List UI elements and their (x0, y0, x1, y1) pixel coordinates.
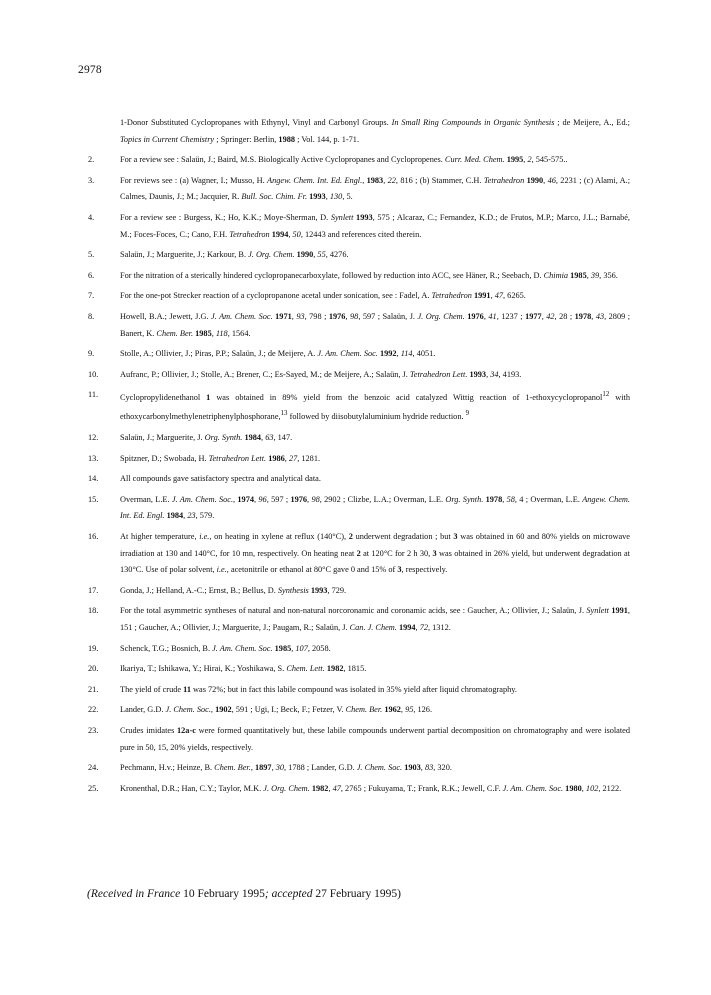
reference-number: 8. (88, 311, 95, 321)
reference-number: 3. (88, 175, 95, 185)
reference-number: 7. (88, 291, 95, 301)
reference-number: 20. (88, 664, 99, 674)
reference-item (88, 288, 630, 305)
reference-number: 23. (88, 725, 99, 735)
received-prefix: (Received in France (87, 888, 181, 900)
reference-item (88, 367, 630, 384)
reference-item (88, 603, 630, 636)
reference-number: 13. (88, 453, 99, 463)
reference-text: Ikariya, T.; Ishikawa, Y.; Hirai, K.; Yoshikawa, S. Chem. Lett. 1982, 1815. (120, 664, 367, 674)
reference-number: 12. (88, 433, 99, 443)
reference-number: 4. (88, 212, 95, 222)
reference-item (88, 781, 630, 798)
reference-text: For the nitration of a sterically hindered cyclopropanecarboxylate, followed by reduction into ACC, see Häner, R.; Seebach, D. Chimia 1985, 39, 356. (120, 270, 618, 280)
reference-text: Kronenthal, D.R.; Han, C.Y.; Taylor, M.K. J. Org. Chem. 1982, 47, 2765 ; Fukuyama, T.; Frank, R.K.; Jewell, C.F. J. Am. Chem. Soc. 1980, 102, 2122. (120, 783, 622, 793)
accepted-prefix: ; accepted (264, 888, 313, 900)
reference-text: Cyclopropylidenethanol 1 was obtained in 89% yield from the benzoic acid catalyzed Wittig reaction of 1-ethoxycyclopropanol$^{12}$ with ethoxycarbonylmethylenetriphenylphosphorane,$^{13}$ followed by diisobutylaluminium hydride reduction. $^9$ (120, 391, 631, 422)
reference-text: Schenck, T.G.; Bosnich, B. J. Am. Chem. Soc. 1985, 107, 2058. (120, 643, 331, 653)
reference-number: 18. (88, 606, 99, 616)
reference-item (88, 268, 630, 285)
reference-number: 24. (88, 763, 99, 773)
reference-text: Stolle, A.; Ollivier, J.; Piras, P.P.; Salaün, J.; de Meijere, A. J. Am. Chem. Soc. 1992, 114, 4051. (120, 349, 436, 359)
received-note (87, 888, 401, 900)
reference-text: For a review see : Burgess, K.; Ho, K.K.; Moye-Sherman, D. Synlett 1993, 575 ; Alcaraz, C.; Fernandez, K.D.; de Frutos, M.P.; Marco, J.L.; Barnabé, M.; Foces-Foces, C.; Cano, F.H. Tetrahedron 1994, 50, 12443 and references cited therein. (120, 212, 631, 239)
reference-number: 11. (88, 390, 99, 400)
reference-item (88, 760, 630, 777)
reference-item (88, 661, 630, 678)
reference-number: 17. (88, 585, 99, 595)
reference-number: 2. (88, 155, 95, 165)
reference-item (88, 387, 630, 426)
reference-item (88, 152, 630, 169)
reference-number: 19. (88, 643, 99, 653)
reference-text: Crudes imidates 12a-c were formed quantitatively but, these labile compounds underwent partial decomposition on chromatography and were isolated pure in 50, 15, 20% yields, respectively. (120, 725, 631, 752)
reference-item (88, 210, 630, 243)
reference-text: Salaün, J.; Marguerite, J.; Karkour, B. J. Org. Chem. 1990, 55, 4276. (120, 250, 349, 260)
reference-text: For the one-pot Strecker reaction of a cyclopropanone acetal under sonication, see : Fadel, A. Tetrahedron 1991, 47, 6265. (120, 291, 526, 301)
reference-number: 16. (88, 532, 99, 541)
page-number: 2978 (78, 64, 102, 76)
reference-text: For a review see : Salaün, J.; Baird, M.S. Biologically Active Cyclopropanes and Cyclopropenes. Curr. Med. Chem. 1995, 2, 545-575.. (120, 155, 568, 165)
reference-number: 15. (88, 494, 99, 504)
reference-number: 21. (88, 684, 99, 694)
reference-item (88, 641, 630, 658)
reference-text: Howell, B.A.; Jewett, J.G. J. Am. Chem. Soc. 1971, 93, 798 ; 1976, 98, 597 ; Salaün, J. J. Org. Chem. 1976, 41, 1237 ; 1977, 42, 28 ; 1978, 43, 2809 ; Banert, K. Chem. Ber. 1985, 118, 1564. (120, 311, 631, 338)
reference-item (88, 723, 630, 756)
reference-number: 6. (88, 270, 95, 280)
reference-number: 5. (88, 250, 95, 260)
reference-text: For the total asymmetric syntheses of natural and non-natural norcoronamic and coronamic acids, see : Gaucher, A.; Ollivier, J.; Salaün, J. Synlett 1991, 151 ; Gaucher, A.; Ollivier, J.; Marguerite, J.; Paugam, R.; Salaün, J. Can. J. Chem. 1994, 72, 1312. (120, 606, 630, 632)
reference-item (88, 583, 630, 600)
reference-items (88, 152, 630, 797)
reference-item (88, 247, 630, 264)
reference-text: Spitzner, D.; Swobada, H. Tetrahedron Lett. 1986, 27, 1281. (120, 453, 321, 463)
reference-item (88, 430, 630, 447)
reference-number: 14. (88, 474, 99, 484)
reference-item (88, 471, 630, 488)
reference-item (88, 451, 630, 468)
reference-number: 9. (88, 349, 95, 359)
reference-item (88, 346, 630, 363)
reference-text: Pechmann, H.v.; Heinze, B. Chem. Ber., 1897, 30, 1788 ; Lander, G.D. J. Chem. Soc. 1903, 83, 320. (120, 763, 452, 773)
reference-text: For reviews see : (a) Wagner, I.; Musso, H. Angew. Chem. Int. Ed. Engl., 1983, 22, 816 ; (b) Stammer, C.H. Tetrahedron 1990, 46, 2231 ; (c) Alami, A.; Calmes, Daunis, J.; M.; Jacquier, R. Bull. Soc. Chim. Fr. 1993, 130, 5. (120, 175, 631, 202)
reference-continuation: 1-Donor Substituted Cyclopropanes with Ethynyl, Vinyl and Carbonyl Groups. In Small Ring Compounds in Organic Synthesis ; de Meijere, A., Ed.; Topics in Current Chemistry ; Springer: Berlin, 1988 ; Vol. 144, p. 1-71. (120, 118, 630, 144)
reference-item (88, 702, 630, 719)
reference-list (88, 115, 630, 801)
reference-number: 25. (88, 783, 99, 793)
reference-item (88, 682, 630, 699)
reference-number: 22. (88, 705, 99, 715)
reference-text: Aufranc, P.; Ollivier, J.; Stolle, A.; Brener, C.; Es-Sayed, M.; de Meijere, A.; Salaün, J. Tetrahedron Lett. 1993, 34, 4193. (120, 369, 522, 379)
reference-item (88, 173, 630, 206)
reference-text: At higher temperature, i.e., on heating in xylene at reflux (140°C), 2 underwent degradation ; but 3 was obtained in 60 and 80% yields on microwave irradiation at 130 and 140°C, for 10 mn, respectively. On heating neat 2 at 120°C for 2 h 30, 3 was obtained in 26% yield, but underwent degradation at 130°C. Use of polar solvent, i.e., acetonitrile or ethanol at 80°C gave 0 and 15% of 3, respectively. (120, 532, 630, 575)
reference-item (88, 492, 630, 525)
reference-text: All compounds gave satisfactory spectra and analytical data. (120, 474, 321, 484)
reference-item (88, 309, 630, 342)
reference-text: Lander, G.D. J. Chem. Soc., 1902, 591 ; Ugi, I.; Beck, F.; Fetzer, V. Chem. Ber. 1962, 95, 126. (120, 705, 433, 715)
reference-text: The yield of crude 11 was 72%; but in fact this labile compound was isolated in 35% yield after liquid chromatography. (120, 684, 517, 694)
received-date: 10 February 1995 (183, 888, 265, 900)
reference-text: Overman, L.E. J. Am. Chem. Soc., 1974, 96, 597 ; 1976, 98, 2902 ; Clizbe, L.A.; Overman, L.E. Org. Synth. 1978, 58, 4 ; Overman, L.E. Angew. Chem. Int. Ed. Engl. 1984, 23, 579. (120, 494, 630, 521)
reference-item (88, 529, 630, 579)
accepted-date: 27 February 1995) (315, 888, 401, 900)
reference-text: Salaün, J.; Marguerite, J. Org. Synth. 1984, 63, 147. (120, 433, 293, 443)
reference-number: 10. (88, 369, 99, 379)
reference-text: Gonda, J.; Helland, A.-C.; Ernst, B.; Bellus, D. Synthesis 1993, 729. (120, 585, 347, 595)
